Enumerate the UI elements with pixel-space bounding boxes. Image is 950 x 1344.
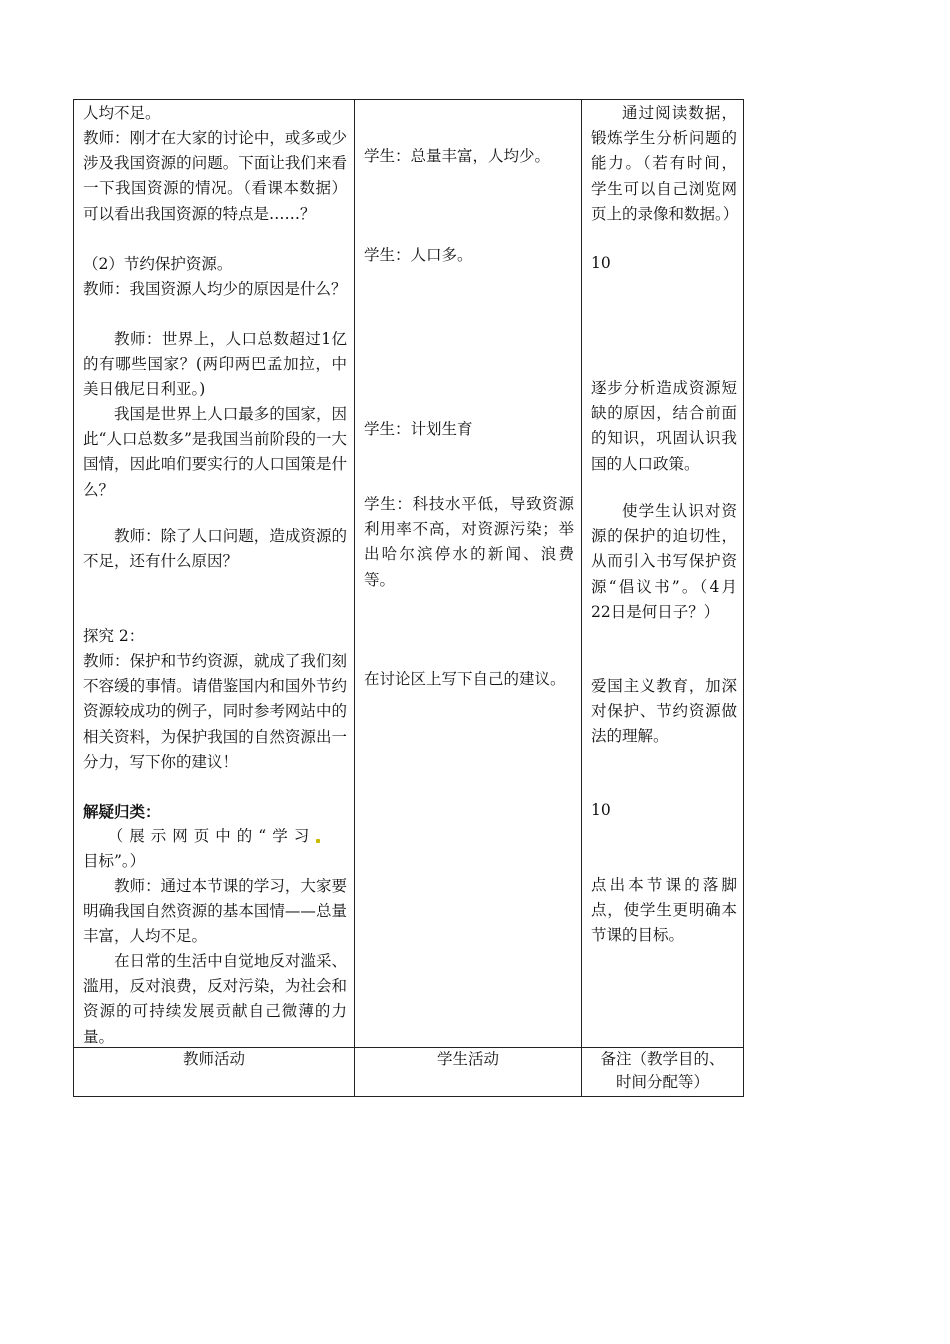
teacher-text: 教师：我国资源人均少的原因是什么？ <box>83 280 347 298</box>
teacher-text-part: （展示网页中的“学习 <box>107 827 316 845</box>
student-text: 学生：科技水平低，导致资源利用率不高，对资源污染；举出哈尔滨停水的新闻、浪费等。 <box>364 495 574 589</box>
content-row <box>74 100 744 1048</box>
teacher-activity-label: 教师活动 <box>74 1048 355 1097</box>
teacher-text <box>83 824 347 849</box>
teacher-text: 探究 2： <box>83 627 145 645</box>
header-label-row <box>74 1048 744 1097</box>
notes-time: 10 <box>591 254 611 272</box>
notes-label-line: 备注（教学目的、 <box>600 1050 725 1068</box>
student-text: 学生：总量丰富，人均少。 <box>364 147 551 165</box>
marker-dot <box>316 839 320 843</box>
notes-text: 爱国主义教育，加深对保护、节约资源做法的理解。 <box>591 677 737 746</box>
teacher-text: 教师：刚才在大家的讨论中，或多或少涉及我国资源的问题。下面让我们来看一下我国资源的情况。（看课本数据）可以看出我国资源的特点是……？ <box>83 129 347 223</box>
teacher-heading: 解疑归类： <box>83 802 161 821</box>
notes-text: 使学生认识对资源的保护的迫切性，从而引入书写保护资源“倡议书”。（4月22日是何日子？） <box>591 502 737 621</box>
teacher-text: 在日常的生活中自觉地反对滥采、滥用，反对浪费，反对污染，为社会和资源的可持续发展贡献自己微薄的力量。 <box>83 952 347 1046</box>
student-activity-cell <box>355 100 582 1048</box>
teacher-text: 教师：除了人口问题，造成资源的不足，还有什么原因？ <box>83 527 347 571</box>
student-activity-label: 学生活动 <box>355 1048 582 1097</box>
teacher-text: （2）节约保护资源。 <box>83 255 233 273</box>
student-text: 学生：人口多。 <box>364 246 473 264</box>
teacher-text: 教师：世界上，人口总数超过1亿的有哪些国家？(两印两巴孟加拉，中美日俄尼日利亚。) <box>83 330 347 399</box>
notes-text: 点出本节课的落脚点，使学生更明确本节课的目标。 <box>591 876 737 945</box>
teacher-activity-cell <box>74 100 355 1048</box>
notes-text: 通过阅读数据，锻炼学生分析问题的能力。（若有时间，学生可以自己浏览网页上的录像和数据。） <box>591 104 739 223</box>
notes-time: 10 <box>591 801 611 819</box>
teacher-text: 教师：通过本节课的学习，大家要明确我国自然资源的基本国情——总量丰富，人均不足。 <box>83 877 347 946</box>
lesson-plan-table <box>73 99 744 1097</box>
notes-cell <box>582 100 744 1048</box>
student-text: 在讨论区上写下自己的建议。 <box>364 670 566 688</box>
teacher-text: 教师：保护和节约资源，就成了我们刻不容缓的事情。请借鉴国内和国外节约资源较成功的例子，同时参考网站中的相关资料，为保护我国的自然资源出一分力，写下你的建议！ <box>83 652 347 771</box>
student-text: 学生：计划生育 <box>364 420 473 438</box>
notes-text: 逐步分析造成资源短缺的原因，结合前面的知识，巩固认识我国的人口政策。 <box>591 379 737 473</box>
notes-label <box>582 1048 744 1097</box>
teacher-text: 人均不足。 <box>83 104 161 122</box>
notes-label-line: 时间分配等） <box>615 1073 709 1091</box>
teacher-text: 目标”。） <box>83 852 146 870</box>
teacher-text: 我国是世界上人口最多的国家，因此“人口总数多”是我国当前阶段的一大国情，因此咱们要实行的人口国策是什么？ <box>83 405 347 499</box>
